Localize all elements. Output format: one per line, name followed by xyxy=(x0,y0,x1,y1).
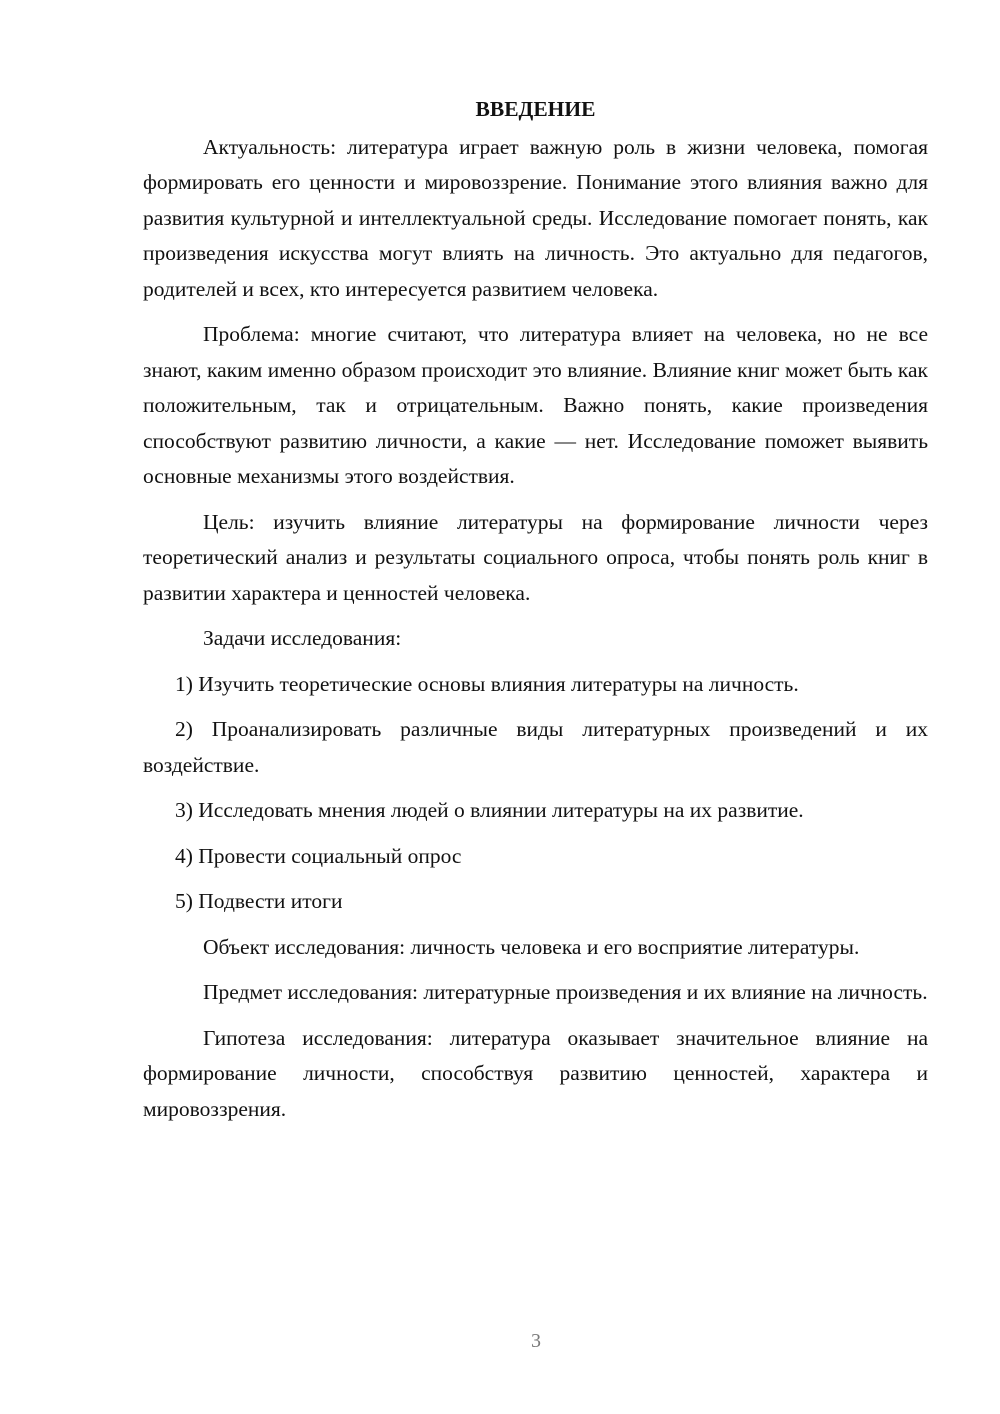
paragraph-problem: Проблема: многие считают, что литература влияет на человека, но не все знают, каким именно образом происходит это влияние. Влияние книг может быть как положительным, так и отрицательным. Важно понять, какие произведения способствуют развитию личности, а какие — нет. Исследование поможет выявить основные механизмы этого воздействия. xyxy=(143,322,928,488)
paragraph-goal: Цель: изучить влияние литературы на формирование личности через теоретический анализ и результаты социального опроса, чтобы понять роль книг в развитии характера и ценностей человека. xyxy=(143,509,928,605)
paragraph-relevance: Актуальность: литература играет важную роль в жизни человека, помогая формировать его ценности и мировоззрение. Понимание этого влияния важно для развития культурной и интеллектуальной среды. Исследование помогает понять, как произведения искусства могут влиять на личность. Это актуально для педагогов, родителей и всех, кто интересуется развитием человека. xyxy=(143,134,928,301)
page-number: 3 xyxy=(531,1330,541,1352)
paragraph-tasks-intro: Задачи исследования: xyxy=(203,626,402,650)
paragraph-hypothesis: Гипотеза исследования: литература оказывает значительное влияние на формирование личности, способствуя развитию ценностей, характера и мировоззрения. xyxy=(143,1025,928,1121)
task-list xyxy=(143,667,928,920)
task-item: 3) Исследовать мнения людей о влиянии литературы на их развитие. xyxy=(175,798,804,822)
task-item: 5) Подвести итоги xyxy=(175,889,343,913)
section-heading: ВВЕДЕНИЕ xyxy=(475,97,596,121)
task-item: 2) Проанализировать различные виды литературных произведений и их воздействие. xyxy=(143,717,928,777)
page-content xyxy=(143,92,928,1137)
paragraph-subject: Предмет исследования: литературные произведения и их влияние на личность. xyxy=(203,980,928,1004)
task-item: 1) Изучить теоретические основы влияния литературы на личность. xyxy=(175,671,799,696)
paragraph-object: Объект исследования: личность человека и его восприятие литературы. xyxy=(203,934,860,959)
task-item: 4) Провести социальный опрос xyxy=(175,843,462,868)
